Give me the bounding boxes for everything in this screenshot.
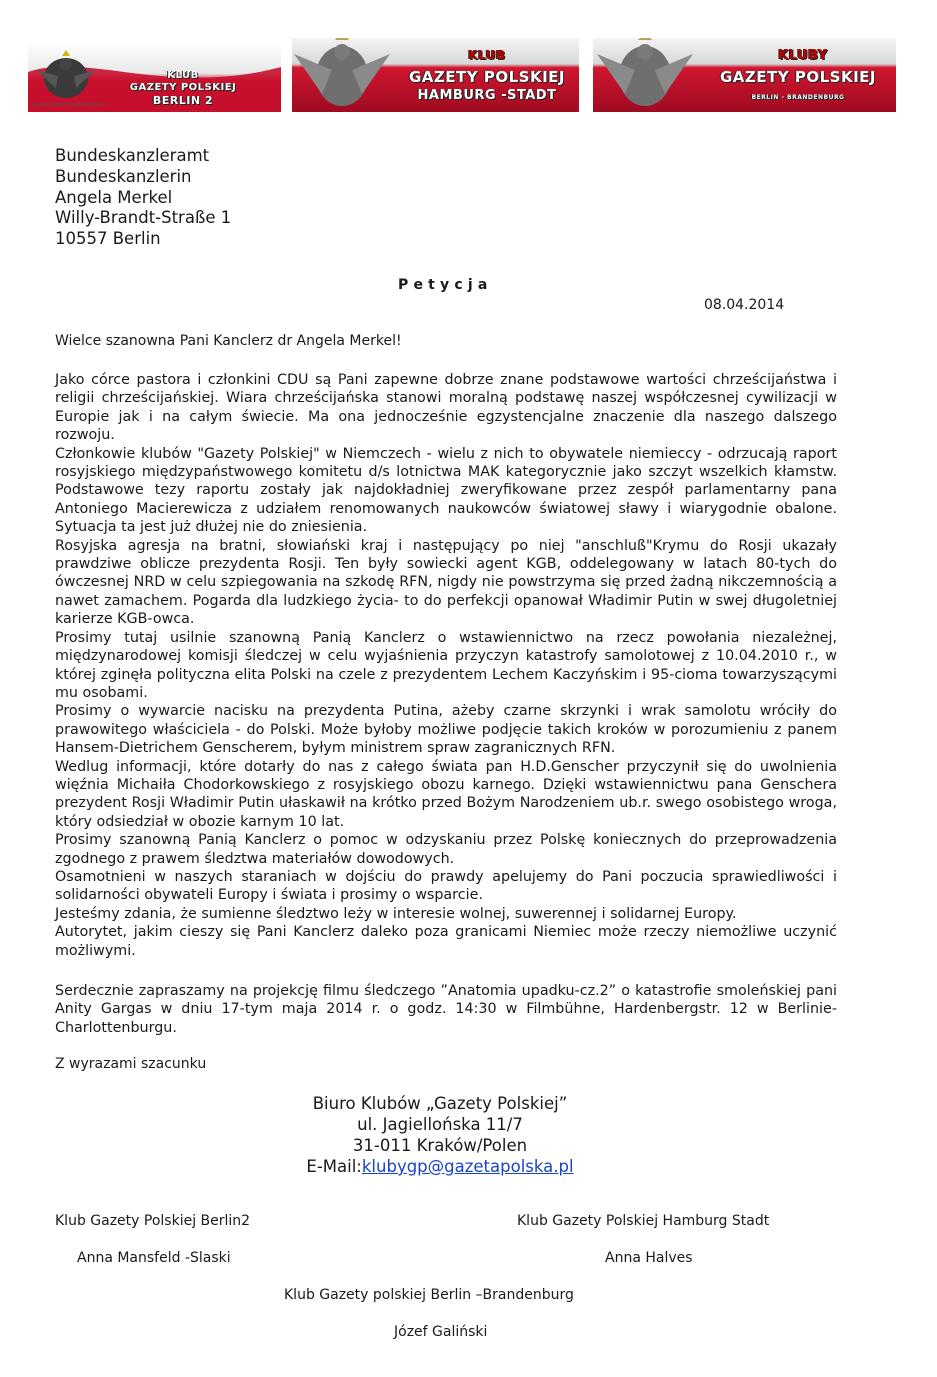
body-paragraph: Osamotnieni w naszych staraniach w dojściu do prawdy apelujemy do Pani poczucia sprawiedliwości i solidarności obywateli Europy i świata i prosimy o wsparcie. (55, 868, 837, 904)
sender-line: ul. Jagiellońska 11/7 (357, 1115, 523, 1134)
body-paragraph: Prosimy szanowną Panią Kanclerz o pomoc w odzyskaniu przez Polskę koniecznych do przeprowadzenia zgodnego z prawem śledztwa materiałów dowodowych. (55, 832, 837, 867)
banner-line1: GAZETY POLSKIEJ (129, 82, 237, 93)
body-paragraph: Członkowie klubów "Gazety Polskiej" w Niemczech - wielu z nich to obywatele niemieccy - odrzucają raport rosyjskiego międzypaństwowego komitetu d/s lotnictwa MAK kategorycznie jako szczyt wszelkich kłamstw. Podstawowe tezy raportu zostały jak najdokładniej zweryfikowane przez zespół parlamentarny pana Antoniego Macierewicza z udziałem renomowanych naukowców światowej sławy i wiarygodnie obalone. Sytuacja ta jest już dłużej nie do zniesienia. (55, 445, 837, 536)
signature-person-berlin2: Anna Mansfeld -Slaski (77, 1250, 231, 1266)
body-paragraph: Autorytet, jakim cieszy się Pani Kanclerz daleko poza granicami Niemiec może rzeczy niemożliwe uczynić możliwymi. (55, 924, 837, 959)
signature-person-brandenburg: Józef Galiński (394, 1324, 488, 1340)
body-paragraph: Jako córce pastora i członkini CDU są Pani zapewne dobrze znane podstawowe wartości chrześcijaństwa i religii chrześcijańskiej. Wiara chrześcijańska stanowi moralną podstawę naszej współczesnej cywilizacji w Europie jak i na całym świecie. Ma ona jednocześnie egzystencjalne znaczenie dla naszego dalszego rozwoju. (55, 372, 837, 444)
banner-line2: BERLIN - BRANDENBURG (751, 94, 845, 101)
body-paragraph: Jesteśmy zdania, że sumienne śledztwo leży w interesie wolnej, suwerennej i solidarnej Europy. (55, 905, 737, 922)
document-date: 08.04.2014 (704, 297, 785, 313)
film-invitation: Serdecznie zapraszamy na projekcję filmu śledczego ”Anatomia upadku-cz.2” o katastrofie smoleńskiej pani Anity Gargas w dniu 17-tym maja 2014 r. o godz. 14:30 w Filmbühne, Hardenbergstr. 12 w Berlinie-Charlottenburgu. (55, 983, 837, 1036)
email-label: E-Mail: (306, 1157, 362, 1176)
address-line: Bundeskanzlerin (55, 166, 192, 186)
address-line: 10557 Berlin (55, 229, 161, 249)
banner-email-small: klubgazetberlin2@outlook.de (32, 102, 106, 108)
body-paragraph: Rosyjska agresja na bratni, słowiański kraj i następujący po niej "anschluß"Krymu do Rosji ukazały prawdziwe oblicze prezydenta Rosji. Ten były sowiecki agent KGB, oddelegowany w latach 80-tych do ówczesnej NRD w celu szpiegowania na szkodę RFN, nigdy nie powstrzyma się przed żadną nikczemnością a nawet zamachem. Pogarda dla ludzkiego życia- to do perfekcji opanował Władimir Putin w swej długoletniej karierze KGB-owca. (55, 537, 837, 628)
signature-club-hamburg: Klub Gazety Polskiej Hamburg Stadt (517, 1213, 770, 1229)
banner-klub-hamburg (292, 38, 579, 112)
banner-line1: GAZETY POLSKIEJ (720, 68, 876, 86)
sender-email-line (290, 1156, 590, 1177)
recipient-address (55, 146, 231, 250)
signature-club-berlin2: Klub Gazety Polskiej Berlin2 (55, 1213, 251, 1229)
salutation: Wielce szanowna Pani Kanclerz dr Angela Merkel! (55, 333, 402, 349)
petition-body (55, 371, 837, 960)
address-line: Bundeskanzleramt (55, 146, 210, 165)
closing-phrase: Z wyrazami szacunku (55, 1056, 207, 1072)
banner-line2: HAMBURG -STADT (417, 88, 557, 103)
banner-club-word: KLUBY (778, 48, 828, 63)
banner-klub-berlin2 (28, 42, 281, 112)
document-title: Petycja (398, 277, 493, 293)
body-paragraph: Wedlug informacji, które dotarły do nas z całego świata pan H.D.Genscher przyczynił się do uwolnienia więźnia Michaiła Chodorkowskiego z rosyjskiego obozu karnego. Dzięki wstawiennictwu pana Genschera prezydent Rosji Władimir Putin ułaskawił na krótko przed Bożym Narodzeniem ub.r. swego osobistego wroga, który odsiedział w obozie karnym 10 lat. (55, 758, 837, 830)
sender-block (290, 1093, 590, 1177)
signature-club-brandenburg: Klub Gazety polskiej Berlin –Brandenburg (284, 1287, 574, 1303)
email-link[interactable]: klubygp@gazetapolska.pl (361, 1157, 574, 1176)
banner-kluby-berlin-brandenburg (593, 38, 896, 112)
address-line: Angela Merkel (55, 187, 173, 207)
body-paragraph: Prosimy tutaj usilnie szanowną Panią Kanclerz o wstawiennictwo na rzecz powołania niezależnej, międzynarodowej komisji śledczej w celu wyjaśnienia przyczyn katastrofy samolotowej z 10.04.2010 r., w której zginęła polityczna elita Polski na czele z prezydentem Lechem Kaczyńskim i 95-cioma towarzyszącymi mu osobami. (55, 629, 837, 701)
body-paragraph: Prosimy o wywarcie nacisku na prezydenta Putina, ażeby czarne skrzynki i wrak samolotu wróciły do prawowitego właściciela - do Polski. Może byłoby możliwe podjęcie takich kroków w porozumieniu z panem Hansem-Dietrichem Genscherem, byłym ministrem spraw zagranicznych RFN. (55, 703, 837, 757)
banner-club-word: KLUB (167, 70, 199, 81)
signature-person-hamburg: Anna Halves (605, 1250, 693, 1266)
sender-line: Biuro Klubów „Gazety Polskiej” (312, 1094, 568, 1113)
address-line: Willy-Brandt-Straße 1 (55, 208, 232, 228)
sender-line: 31-011 Kraków/Polen (352, 1136, 528, 1155)
banner-line1: GAZETY POLSKIEJ (409, 68, 565, 86)
banner-club-word: KLUB (468, 48, 506, 62)
banner-line2: BERLIN 2 (152, 94, 214, 107)
